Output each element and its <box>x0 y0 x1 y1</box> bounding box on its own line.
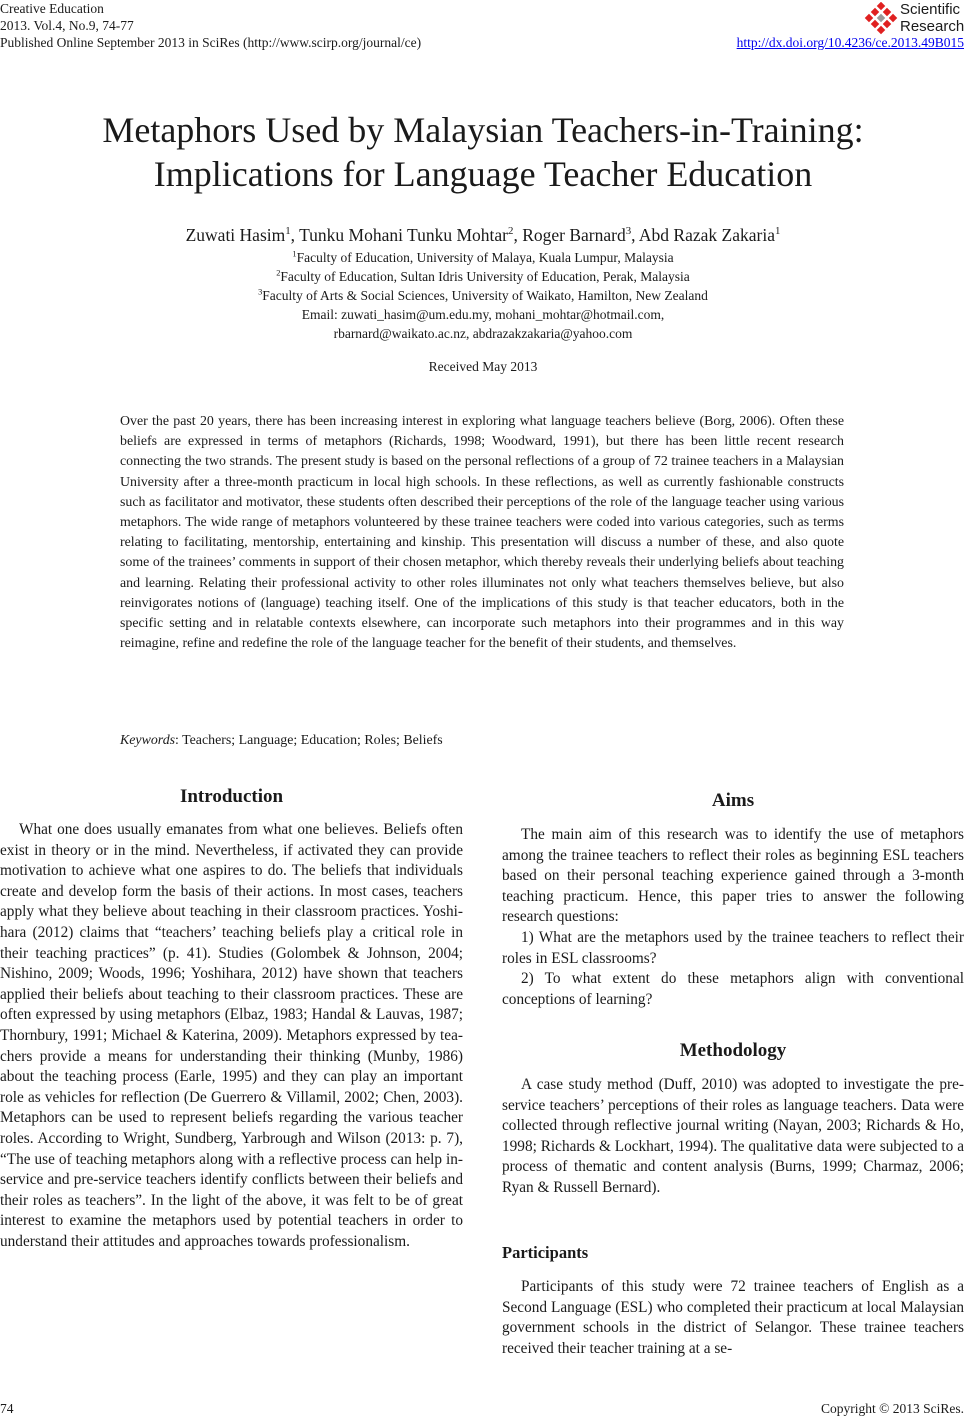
logo-text-line1: Scientific <box>900 1 961 18</box>
aims-body <box>502 825 964 1010</box>
affiliation: $^1$Faculty of Education, University of Malaya, Kuala Lumpur, Malaysia <box>292 249 674 265</box>
logo-dot <box>889 14 897 22</box>
section-heading-introduction: Introduction <box>179 786 284 807</box>
logo-text-line2: Research <box>900 18 965 35</box>
logo-dot <box>865 14 873 22</box>
page-number: 74 <box>0 1401 14 1416</box>
paper-title <box>0 108 966 196</box>
subsection-heading-participants: Participants <box>502 1243 589 1262</box>
logo-dot <box>871 20 879 28</box>
logo-dot <box>883 20 891 28</box>
title-line-1: Metaphors Used by Malaysian Teachers-in-Training: <box>102 110 864 150</box>
methodology-body <box>502 1075 964 1199</box>
paragraph: What one does usually emanates from what one believes. Beliefs often exist in theory or in the mind. Nevertheless, if activated they can provide motivation to achieve what one aspires to do. The beliefs that individuals create and develop form the basis of their actions. In most cases, teachers apply what they believe about teaching in their classroom practices. Yoshihara (2012) claims that “teachers’ teaching beliefs play a critical role in their teaching practices” (p. 41). Studies (Golombek & Johnson, 2004; Nishino, 2009; Woods, 1996; Yoshihara, 2012) have shown that teachers applied their beliefs about teaching to their classroom practices. These are often expressed by using metaphors (Elbaz, 1983; Handal & Lauvas, 1987; Thornbury, 1991; Michael & Katerina, 2009). Metaphors expressed by teachers provide a means for understanding their thinking (Munby, 1986) about the teaching process (Earle, 1995) and they can play an important role as vehicles for reflection (De Guerrero & Villamil, 2002; Chen, 2003). Metaphors can be used to represent beliefs regarding the various teacher roles. According to Wright, Sundberg, Yarbrough and Wilson (2013: p. 7), “The use of teaching metaphors along with a reflective process can help in-service and pre-service teachers identify conflicts between their beliefs and their roles as teachers”. In the light of the above, it was felt to be of great interest to examine the metaphors used by potential teachers in order to understand their attitudes and approaches towards professionalism. <box>0 821 463 1250</box>
keywords-text: : Teachers; Language; Education; Roles; Beliefs <box>175 733 443 748</box>
research-question: 2) To what extent do these metaphors align with conventional conceptions of learning? <box>502 970 964 1008</box>
publication-info: Published Online September 2013 in SciRes (http://www.scirp.org/journal/ce) <box>0 35 422 50</box>
keywords <box>120 733 443 749</box>
logo-dot <box>877 26 885 34</box>
email-line: Email: zuwati_hasim@um.edu.my, mohani_mohtar@hotmail.com, <box>301 307 665 322</box>
logo-dot <box>871 8 879 16</box>
title-line-2: Implications for Language Teacher Education <box>153 154 813 194</box>
journal-header <box>0 0 421 51</box>
affiliation: $^2$Faculty of Education, Sultan Idris University of Education, Perak, Malaysia <box>276 268 690 284</box>
logo-dot <box>877 14 885 22</box>
author: Roger Barnard$^3$, <box>522 225 639 245</box>
logo-dot <box>877 2 885 10</box>
received-date: Received May 2013 <box>428 359 538 374</box>
author: Abd Razak Zakaria$^1$ <box>638 225 781 245</box>
paragraph: A case study method (Duff, 2010) was adopted to investigate the pre-service teachers’ perceptions of their roles as language teachers. Data were collected through reflective journal writing (Nayan, 2003; Richards & Ho, 1998; Richards & Lockhart, 1994). The qualitative data were subjected to a process of thematic and content analysis (Burns, 1999; Charmaz, 2006; Ryan & Russell Bernard). <box>502 1076 964 1196</box>
research-question: 1) What are the metaphors used by the trainee teachers to reflect their roles in ESL classrooms? <box>502 928 964 967</box>
section-heading-methodology: Methodology <box>679 1040 787 1061</box>
participants-body <box>502 1277 964 1359</box>
author-list <box>0 224 966 246</box>
affiliation: $^3$Faculty of Arts & Social Sciences, University of Waikato, Hamilton, New Zealand <box>258 287 708 303</box>
introduction-body <box>0 820 463 1252</box>
logo-dot <box>883 8 891 16</box>
copyright: Copyright © 2013 SciRes. <box>820 1401 964 1416</box>
publisher-logo <box>864 0 964 40</box>
scientific-research-logo-icon <box>864 2 898 36</box>
paragraph: Participants of this study were 72 trainee teachers of English as a Second Language (ESL) who completed their practicum at local Malaysian government schools in the district of Selangor. These trainee teachers received their teacher training at a se- <box>502 1278 964 1357</box>
doi-link[interactable]: http://dx.doi.org/10.4236/ce.2013.49B015 <box>736 35 964 50</box>
email-line: rbarnard@waikato.ac.nz, abdrazakzakaria@yahoo.com <box>333 326 633 341</box>
journal-volume: 2013. Vol.4, No.9, 74-77 <box>0 18 134 33</box>
author: Zuwati Hasim$^1$, <box>185 225 300 245</box>
abstract: Over the past 20 years, there has been increasing interest in exploring what language teachers believe (Borg, 2006). Often these beliefs are expressed in terms of metaphors (Richards, 1998; Woodward, 1991), but there has been little recent research connecting the two strands. The present study is based on the personal reflections of a group of 72 trainee teachers in a Malaysian University after a three-month practicum in local high schools. In these reflections, as well as currently fashionable constructs such as facilitator and motivator, these students often described their perceptions of the role of the language teacher using various metaphors. The wide range of metaphors volunteered by these trainee teachers were coded into various categories, such as terms relating to facilitating, mentorship, entertaining and kinship. This presentation will discuss a number of these, and also quote some of the trainees’ comments in support of their chosen metaphor, which thereby reveals their underlying beliefs about teaching and learning. Relating their professional activity to other roles illuminates not only what teachers themselves believe, but also reinvigorates notions of (language) teaching itself. One of the implications of this study is that teacher educators, both in the specific setting and in relatable contexts elsewhere, can incorporate such metaphors into their programmes and in this way reimagine, refine and redefine the role of the language teacher for the benefit of their students, and themselves. <box>120 414 844 652</box>
keywords-label: Keywords <box>120 733 176 748</box>
author: Tunku Mohani Tunku Mohtar$^2$, <box>299 225 523 245</box>
section-heading-aims: Aims <box>711 790 755 811</box>
paragraph: The main aim of this research was to identify the use of metaphors among the trainee teachers to reflect their roles as beginning ESL teachers based on their personal teaching experience gained through a 3-month teaching practicum. Hence, this paper tries to answer the following research questions: <box>502 826 964 926</box>
journal-name: Creative Education <box>0 1 104 16</box>
